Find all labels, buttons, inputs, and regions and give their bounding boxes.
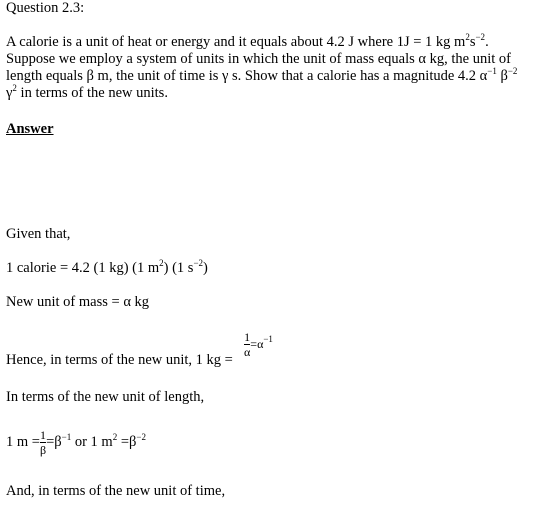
question-line-2: Suppose we employ a system of units in which the unit of mass equals α kg, the unit of [6,51,511,67]
length-equation: 1 m = $\frac{1}{\beta}$ $=\beta^{-1}$ or 1 $m^2 =\beta^{-2}$ [6,428,146,458]
question-line-3: length equals β m, the unit of time is γ s. Show that a calorie has a magnitude 4.2 $\alpha^{-1}$ $\beta^{-2}$ [6,66,518,84]
fraction: $\frac{1}{\beta}$ [39,428,47,458]
fraction: $\frac{1}{\alpha}$ [244,330,251,359]
question-title: Question 2.3: [6,0,85,16]
length-intro-text: In terms of the new unit of length, [6,389,205,405]
time-intro-text: And, in terms of the new unit of time, [6,483,226,499]
question-text [6,34,538,102]
hence-text: Hence, in terms of the new unit, 1 kg = [6,352,233,368]
mass-unit-text: New unit of mass = α kg [6,294,150,310]
question-line-1: A calorie is a unit of heat or energy and it equals about 4.2 J where 1J = 1 kg $m^2s^{-2}$. [6,32,489,50]
answer-heading: Answer [6,121,54,137]
hence-fraction: $\frac{1}{\alpha}$ $=\alpha^{-1}$ [244,330,273,359]
given-text: Given that, [6,226,71,242]
calorie-equation: 1 calorie = 4.2 (1 kg) (1 $m^2$) (1 $s^{-2}$) [6,258,208,276]
question-line-4: $\gamma^2$ in terms of the new units. [6,83,168,101]
